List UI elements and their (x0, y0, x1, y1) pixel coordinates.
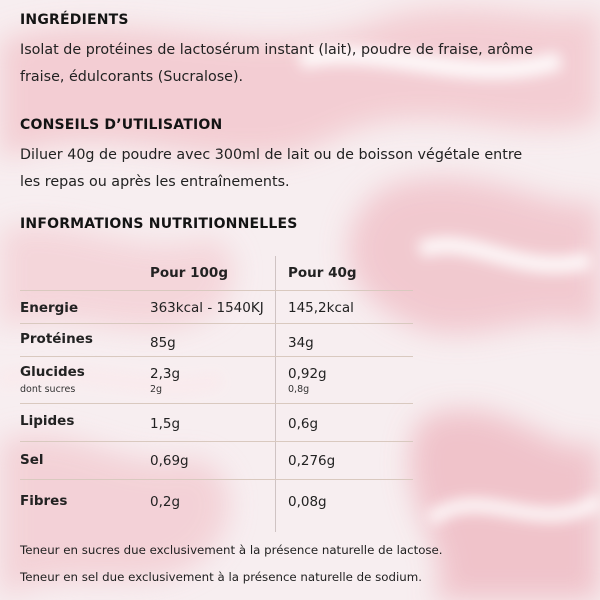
row-label-energie: Energie (20, 300, 79, 316)
ingredients-line-2: fraise, édulcorants (Sucralose). (20, 69, 244, 85)
energie-per40: 145,2kcal (288, 300, 354, 316)
ingredients-line-1: Isolat de protéines de lactosérum instant (lait), poudre de fraise, arôme (20, 42, 534, 58)
row-label-fibres: Fibres (20, 493, 68, 509)
ingredients-text (20, 37, 580, 91)
row-divider (20, 441, 413, 442)
column-header-per100: Pour 100g (150, 265, 228, 281)
row-divider (20, 403, 413, 404)
usage-line-1: Diluer 40g de poudre avec 300ml de lait ou de boisson végétale entre (20, 147, 523, 163)
sel-per100: 0,69g (150, 453, 189, 469)
column-header-per40: Pour 40g (288, 265, 357, 281)
row-label-lipides: Lipides (20, 413, 75, 429)
sucres-per100: 2g (150, 384, 163, 395)
glucides-per40: 0,92g (288, 366, 327, 382)
proteines-per40: 34g (288, 335, 314, 351)
ingredients-heading: INGRÉDIENTS (20, 12, 129, 28)
proteines-per100: 85g (150, 335, 176, 351)
row-divider (20, 323, 413, 324)
salt-footnote: Teneur en sel due exclusivement à la présence naturelle de sodium. (20, 570, 422, 584)
row-divider (20, 290, 413, 291)
energie-per100: 363kcal - 1540KJ (150, 300, 264, 316)
sugar-footnote: Teneur en sucres due exclusivement à la présence naturelle de lactose. (20, 543, 443, 557)
usage-heading: CONSEILS D’UTILISATION (20, 117, 223, 133)
lipides-per40: 0,6g (288, 416, 319, 432)
row-divider (20, 356, 413, 357)
row-divider (20, 479, 413, 480)
row-label-sel: Sel (20, 452, 44, 468)
usage-text (20, 142, 580, 196)
glucides-per100: 2,3g (150, 366, 181, 382)
sel-per40: 0,276g (288, 453, 336, 469)
fibres-per40: 0,08g (288, 494, 327, 510)
column-divider (275, 256, 276, 532)
row-label-glucides: Glucides (20, 364, 85, 380)
row-label-proteines: Protéines (20, 331, 93, 347)
nutrition-table (20, 256, 413, 532)
nutrition-heading: INFORMATIONS NUTRITIONNELLES (20, 216, 298, 232)
usage-line-2: les repas ou après les entraînements. (20, 174, 290, 190)
sucres-per40: 0,8g (288, 384, 310, 395)
fibres-per100: 0,2g (150, 494, 181, 510)
row-sublabel-dont-sucres: dont sucres (20, 384, 76, 395)
lipides-per100: 1,5g (150, 416, 181, 432)
